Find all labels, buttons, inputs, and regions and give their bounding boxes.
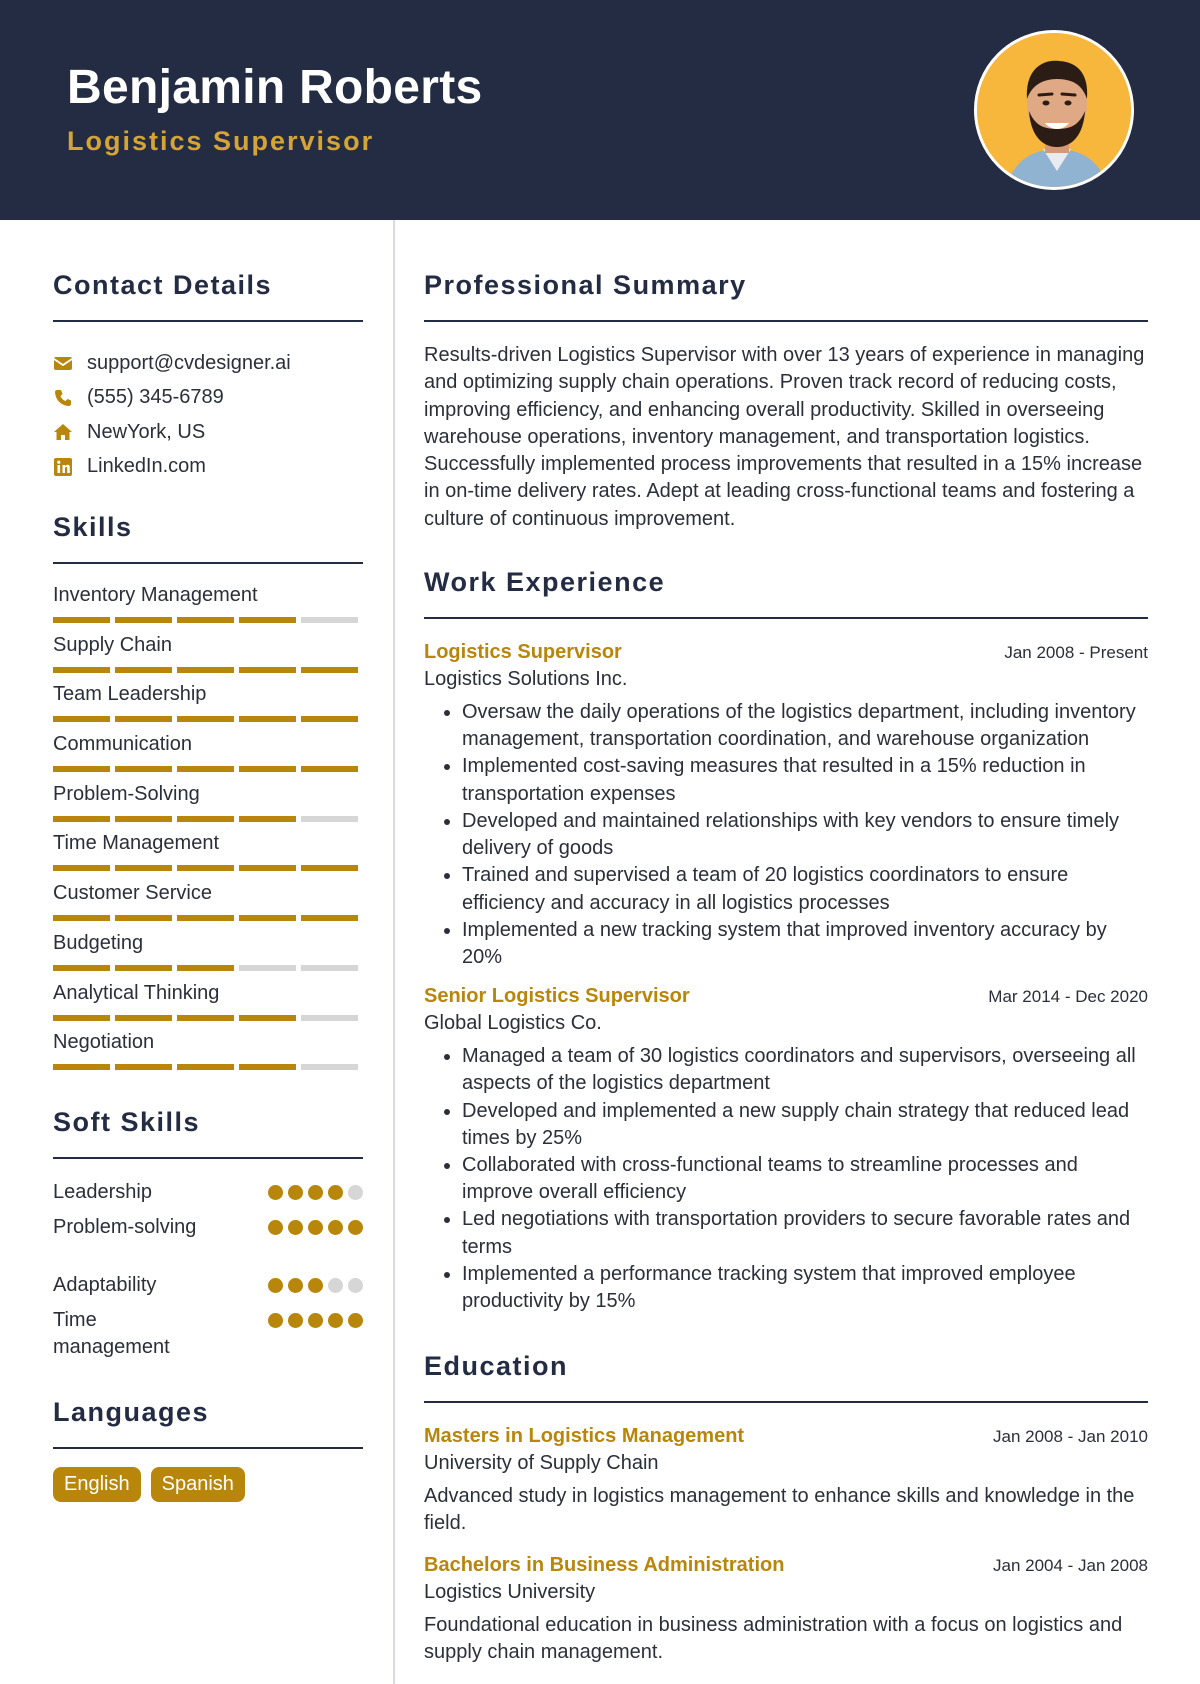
summary-heading: Professional Summary bbox=[424, 270, 747, 300]
candidate-role: Logistics Supervisor bbox=[67, 126, 375, 156]
skill-bar-filled bbox=[239, 716, 296, 722]
skill-item bbox=[53, 683, 363, 733]
skill-bar-filled bbox=[177, 716, 234, 722]
skill-item bbox=[53, 832, 363, 882]
profile-photo bbox=[974, 30, 1134, 190]
skill-level-bar bbox=[53, 1015, 363, 1021]
rating-dot-empty bbox=[328, 1278, 343, 1293]
rating-dot-filled bbox=[288, 1220, 303, 1235]
skill-label: Negotiation bbox=[53, 1031, 155, 1054]
rating-dot-filled bbox=[308, 1278, 323, 1293]
skills-section bbox=[53, 512, 363, 1081]
skill-level-bar bbox=[53, 1064, 363, 1070]
skill-bar-filled bbox=[177, 766, 234, 772]
soft-skill-item bbox=[53, 1272, 363, 1307]
left-column bbox=[53, 270, 363, 1502]
rating-dot-filled bbox=[348, 1313, 363, 1328]
education-entry bbox=[424, 1554, 1148, 1667]
soft-skills-heading: Soft Skills bbox=[53, 1106, 201, 1137]
skill-bar-empty bbox=[239, 965, 296, 971]
skill-bar-filled bbox=[301, 766, 358, 772]
resume-header bbox=[0, 0, 1200, 220]
skill-item bbox=[53, 932, 363, 982]
skill-bar-filled bbox=[177, 965, 234, 971]
rating-dot-filled bbox=[348, 1220, 363, 1235]
skill-bar-filled bbox=[301, 667, 358, 673]
skill-item bbox=[53, 783, 363, 833]
skills-heading: Skills bbox=[53, 512, 133, 542]
skill-bar-filled bbox=[115, 617, 172, 623]
school-name: University of Supply Chain bbox=[424, 1452, 659, 1475]
skill-bar-filled bbox=[239, 667, 296, 673]
skill-level-bar bbox=[53, 617, 363, 623]
skill-bar-filled bbox=[115, 1064, 172, 1070]
skill-bar-filled bbox=[115, 965, 172, 971]
soft-skill-label: Problem-solving bbox=[53, 1215, 197, 1238]
skill-bar-filled bbox=[53, 915, 110, 921]
skill-bar-empty bbox=[301, 965, 358, 971]
skill-label: Supply Chain bbox=[53, 633, 172, 656]
skill-bar-filled bbox=[239, 865, 296, 871]
rating-dot-filled bbox=[308, 1313, 323, 1328]
skill-label: Problem-Solving bbox=[53, 782, 200, 805]
column-divider bbox=[393, 220, 395, 1684]
section-rule bbox=[424, 1401, 1148, 1403]
skill-label: Communication bbox=[53, 733, 192, 756]
skill-bar-empty bbox=[301, 617, 358, 623]
skill-bar-filled bbox=[239, 1015, 296, 1021]
skill-bar-filled bbox=[53, 766, 110, 772]
skill-item bbox=[53, 733, 363, 783]
education-heading: Education bbox=[424, 1351, 569, 1382]
skill-bar-filled bbox=[177, 915, 234, 921]
job-bullet: • Trained and supervised a team of 20 logistics coordinators to ensure efficiency and accuracy in all logistics processes bbox=[462, 862, 1148, 916]
soft-skill-rating bbox=[268, 1278, 363, 1293]
summary-text: Results-driven Logistics Supervisor with over 13 years of experience in managing and optimizing supply chain operations. Proven track record of reducing costs, improving efficiency, and enhancing overall productivity. Skilled in overseeing warehouse operations, inventory management, and transportation logistics. Successfully implemented process improvements that resulted in a 15% increase in on-time delivery rates. Adept at leading cross-functional teams and fostering a culture of continuous improvement. bbox=[424, 344, 1145, 530]
skill-bar-filled bbox=[177, 865, 234, 871]
skill-bar-empty bbox=[301, 1064, 358, 1070]
skill-bar-empty bbox=[301, 1015, 358, 1021]
soft-skill-rating bbox=[268, 1185, 363, 1200]
skill-bar-filled bbox=[301, 915, 358, 921]
job-bullet: • Implemented cost-saving measures that resulted in a 15% reduction in transportation expenses bbox=[462, 753, 1148, 807]
portrait-illustration bbox=[977, 33, 1134, 190]
rating-dot-filled bbox=[328, 1185, 343, 1200]
rating-dot-filled bbox=[268, 1185, 283, 1200]
skill-bar-filled bbox=[53, 965, 110, 971]
skill-bar-filled bbox=[115, 816, 172, 822]
job-company: Logistics Solutions Inc. bbox=[424, 668, 628, 691]
skill-label: Time Management bbox=[53, 832, 219, 855]
soft-skill-item bbox=[53, 1307, 363, 1365]
skill-bar-filled bbox=[239, 617, 296, 623]
skill-bar-empty bbox=[301, 816, 358, 822]
job-bullet: • Managed a team of 30 logistics coordinators and supervisors, overseeing all aspects of the logistics department bbox=[462, 1043, 1148, 1097]
contact-location-text: NewYork, US bbox=[87, 420, 206, 443]
education-date: Jan 2008 - Jan 2010 bbox=[992, 1427, 1148, 1447]
job-bullet: • Collaborated with cross-functional teams to streamline processes and improve overall efficiency bbox=[462, 1152, 1148, 1206]
skill-bar-filled bbox=[53, 1015, 110, 1021]
skill-label: Budgeting bbox=[53, 931, 144, 954]
skill-bar-filled bbox=[53, 816, 110, 822]
job-entry bbox=[424, 641, 1148, 971]
rating-dot-empty bbox=[348, 1185, 363, 1200]
candidate-name: Benjamin Roberts bbox=[67, 61, 483, 114]
section-rule bbox=[53, 562, 363, 564]
contact-linkedin[interactable] bbox=[53, 450, 363, 485]
languages-section bbox=[53, 1397, 363, 1502]
contact-section bbox=[53, 270, 363, 484]
job-date: Mar 2014 - Dec 2020 bbox=[988, 987, 1148, 1007]
education-description: Foundational education in business administration with a focus on logistics and supply chain management. bbox=[424, 1613, 1123, 1664]
contact-phone[interactable] bbox=[53, 381, 363, 416]
summary-section bbox=[424, 270, 1148, 533]
home-icon bbox=[53, 422, 73, 442]
job-company: Global Logistics Co. bbox=[424, 1012, 602, 1035]
job-entry bbox=[424, 985, 1148, 1315]
job-bullet: • Developed and maintained relationships with key vendors to ensure timely delivery of goods bbox=[462, 808, 1148, 862]
education-description: Advanced study in logistics management to enhance skills and knowledge in the field. bbox=[424, 1485, 1135, 1535]
phone-icon bbox=[53, 388, 73, 408]
education-date: Jan 2004 - Jan 2008 bbox=[992, 1555, 1148, 1575]
skill-bar-filled bbox=[53, 716, 110, 722]
rating-dot-filled bbox=[288, 1313, 303, 1328]
job-bullets bbox=[424, 699, 1148, 971]
school-name: Logistics University bbox=[424, 1580, 596, 1603]
skill-bar-filled bbox=[239, 1064, 296, 1070]
section-rule bbox=[53, 320, 363, 322]
section-rule bbox=[53, 1447, 363, 1449]
section-rule bbox=[424, 617, 1148, 619]
soft-skill-label: Leadership bbox=[53, 1180, 152, 1203]
skill-bar-filled bbox=[239, 766, 296, 772]
rating-dot-filled bbox=[328, 1313, 343, 1328]
education-entry bbox=[424, 1425, 1148, 1538]
skill-level-bar bbox=[53, 965, 363, 971]
soft-skill-rating bbox=[268, 1313, 363, 1328]
skill-item bbox=[53, 584, 363, 634]
skill-bar-filled bbox=[301, 716, 358, 722]
soft-skill-rating bbox=[268, 1220, 363, 1235]
skill-label: Team Leadership bbox=[53, 683, 207, 706]
soft-skill-item bbox=[53, 1214, 363, 1272]
language-pill: English bbox=[53, 1467, 141, 1502]
rating-dot-filled bbox=[328, 1220, 343, 1235]
rating-dot-filled bbox=[308, 1185, 323, 1200]
section-rule bbox=[424, 320, 1148, 322]
job-title: Senior Logistics Supervisor bbox=[424, 985, 690, 1008]
job-bullets bbox=[424, 1043, 1148, 1315]
job-bullet: • Implemented a new tracking system that improved inventory accuracy by 20% bbox=[462, 917, 1148, 971]
degree-title: Bachelors in Business Administration bbox=[424, 1553, 785, 1576]
experience-section bbox=[424, 567, 1148, 1315]
skill-bar-filled bbox=[177, 617, 234, 623]
skill-label: Customer Service bbox=[53, 882, 212, 905]
skill-level-bar bbox=[53, 816, 363, 822]
job-bullet: • Oversaw the daily operations of the logistics department, including inventory management, transportation coordination, and warehouse organization bbox=[462, 699, 1148, 753]
skill-bar-filled bbox=[53, 617, 110, 623]
skill-bar-filled bbox=[301, 865, 358, 871]
skill-level-bar bbox=[53, 865, 363, 871]
skill-bar-filled bbox=[115, 716, 172, 722]
linkedin-icon bbox=[53, 457, 73, 477]
rating-dot-filled bbox=[288, 1278, 303, 1293]
skill-bar-filled bbox=[115, 915, 172, 921]
skill-item bbox=[53, 882, 363, 932]
skill-level-bar bbox=[53, 915, 363, 921]
skill-bar-filled bbox=[53, 1064, 110, 1070]
soft-skill-item bbox=[53, 1179, 363, 1214]
right-column bbox=[424, 270, 1148, 1666]
skill-bar-filled bbox=[53, 865, 110, 871]
envelope-icon bbox=[53, 353, 73, 373]
skill-bar-filled bbox=[239, 915, 296, 921]
job-bullet: • Led negotiations with transportation providers to secure favorable rates and terms bbox=[462, 1206, 1148, 1260]
education-section bbox=[424, 1351, 1148, 1666]
languages-heading: Languages bbox=[53, 1396, 210, 1427]
skill-bar-filled bbox=[177, 667, 234, 673]
skill-bar-filled bbox=[115, 865, 172, 871]
rating-dot-filled bbox=[288, 1185, 303, 1200]
skill-bar-filled bbox=[177, 1064, 234, 1070]
rating-dot-filled bbox=[268, 1220, 283, 1235]
rating-dot-empty bbox=[348, 1278, 363, 1293]
job-title: Logistics Supervisor bbox=[424, 641, 622, 664]
skill-bar-filled bbox=[177, 816, 234, 822]
contact-email-text: support@cvdesigner.ai bbox=[87, 351, 291, 374]
skill-item bbox=[53, 1031, 363, 1081]
skill-item bbox=[53, 634, 363, 684]
experience-heading: Work Experience bbox=[424, 567, 666, 598]
skill-bar-filled bbox=[53, 667, 110, 673]
soft-skills-section bbox=[53, 1107, 363, 1365]
contact-linkedin-text: LinkedIn.com bbox=[87, 455, 206, 478]
skill-label: Analytical Thinking bbox=[53, 981, 220, 1004]
soft-skill-label: Time management bbox=[53, 1308, 170, 1358]
soft-skill-label: Adaptability bbox=[53, 1273, 157, 1296]
section-rule bbox=[53, 1157, 363, 1159]
job-bullet: • Developed and implemented a new supply chain strategy that reduced lead times by 25% bbox=[462, 1098, 1148, 1152]
language-pill: Spanish bbox=[151, 1467, 245, 1502]
skill-level-bar bbox=[53, 667, 363, 673]
skill-item bbox=[53, 982, 363, 1032]
skill-bar-filled bbox=[239, 816, 296, 822]
contact-heading: Contact Details bbox=[53, 270, 273, 300]
skill-bar-filled bbox=[115, 766, 172, 772]
job-bullet: • Implemented a performance tracking system that improved employee productivity by 15% bbox=[462, 1261, 1148, 1315]
skill-bar-filled bbox=[177, 1015, 234, 1021]
skill-level-bar bbox=[53, 716, 363, 722]
degree-title: Masters in Logistics Management bbox=[424, 1425, 745, 1448]
contact-location bbox=[53, 415, 363, 450]
skill-label: Inventory Management bbox=[53, 584, 258, 606]
contact-email[interactable] bbox=[53, 346, 363, 381]
rating-dot-filled bbox=[268, 1278, 283, 1293]
rating-dot-filled bbox=[268, 1313, 283, 1328]
skill-bar-filled bbox=[115, 667, 172, 673]
skill-bar-filled bbox=[115, 1015, 172, 1021]
skill-level-bar bbox=[53, 766, 363, 772]
contact-phone-text: (555) 345-6789 bbox=[87, 386, 224, 409]
job-date: Jan 2008 - Present bbox=[1004, 643, 1148, 663]
rating-dot-filled bbox=[308, 1220, 323, 1235]
